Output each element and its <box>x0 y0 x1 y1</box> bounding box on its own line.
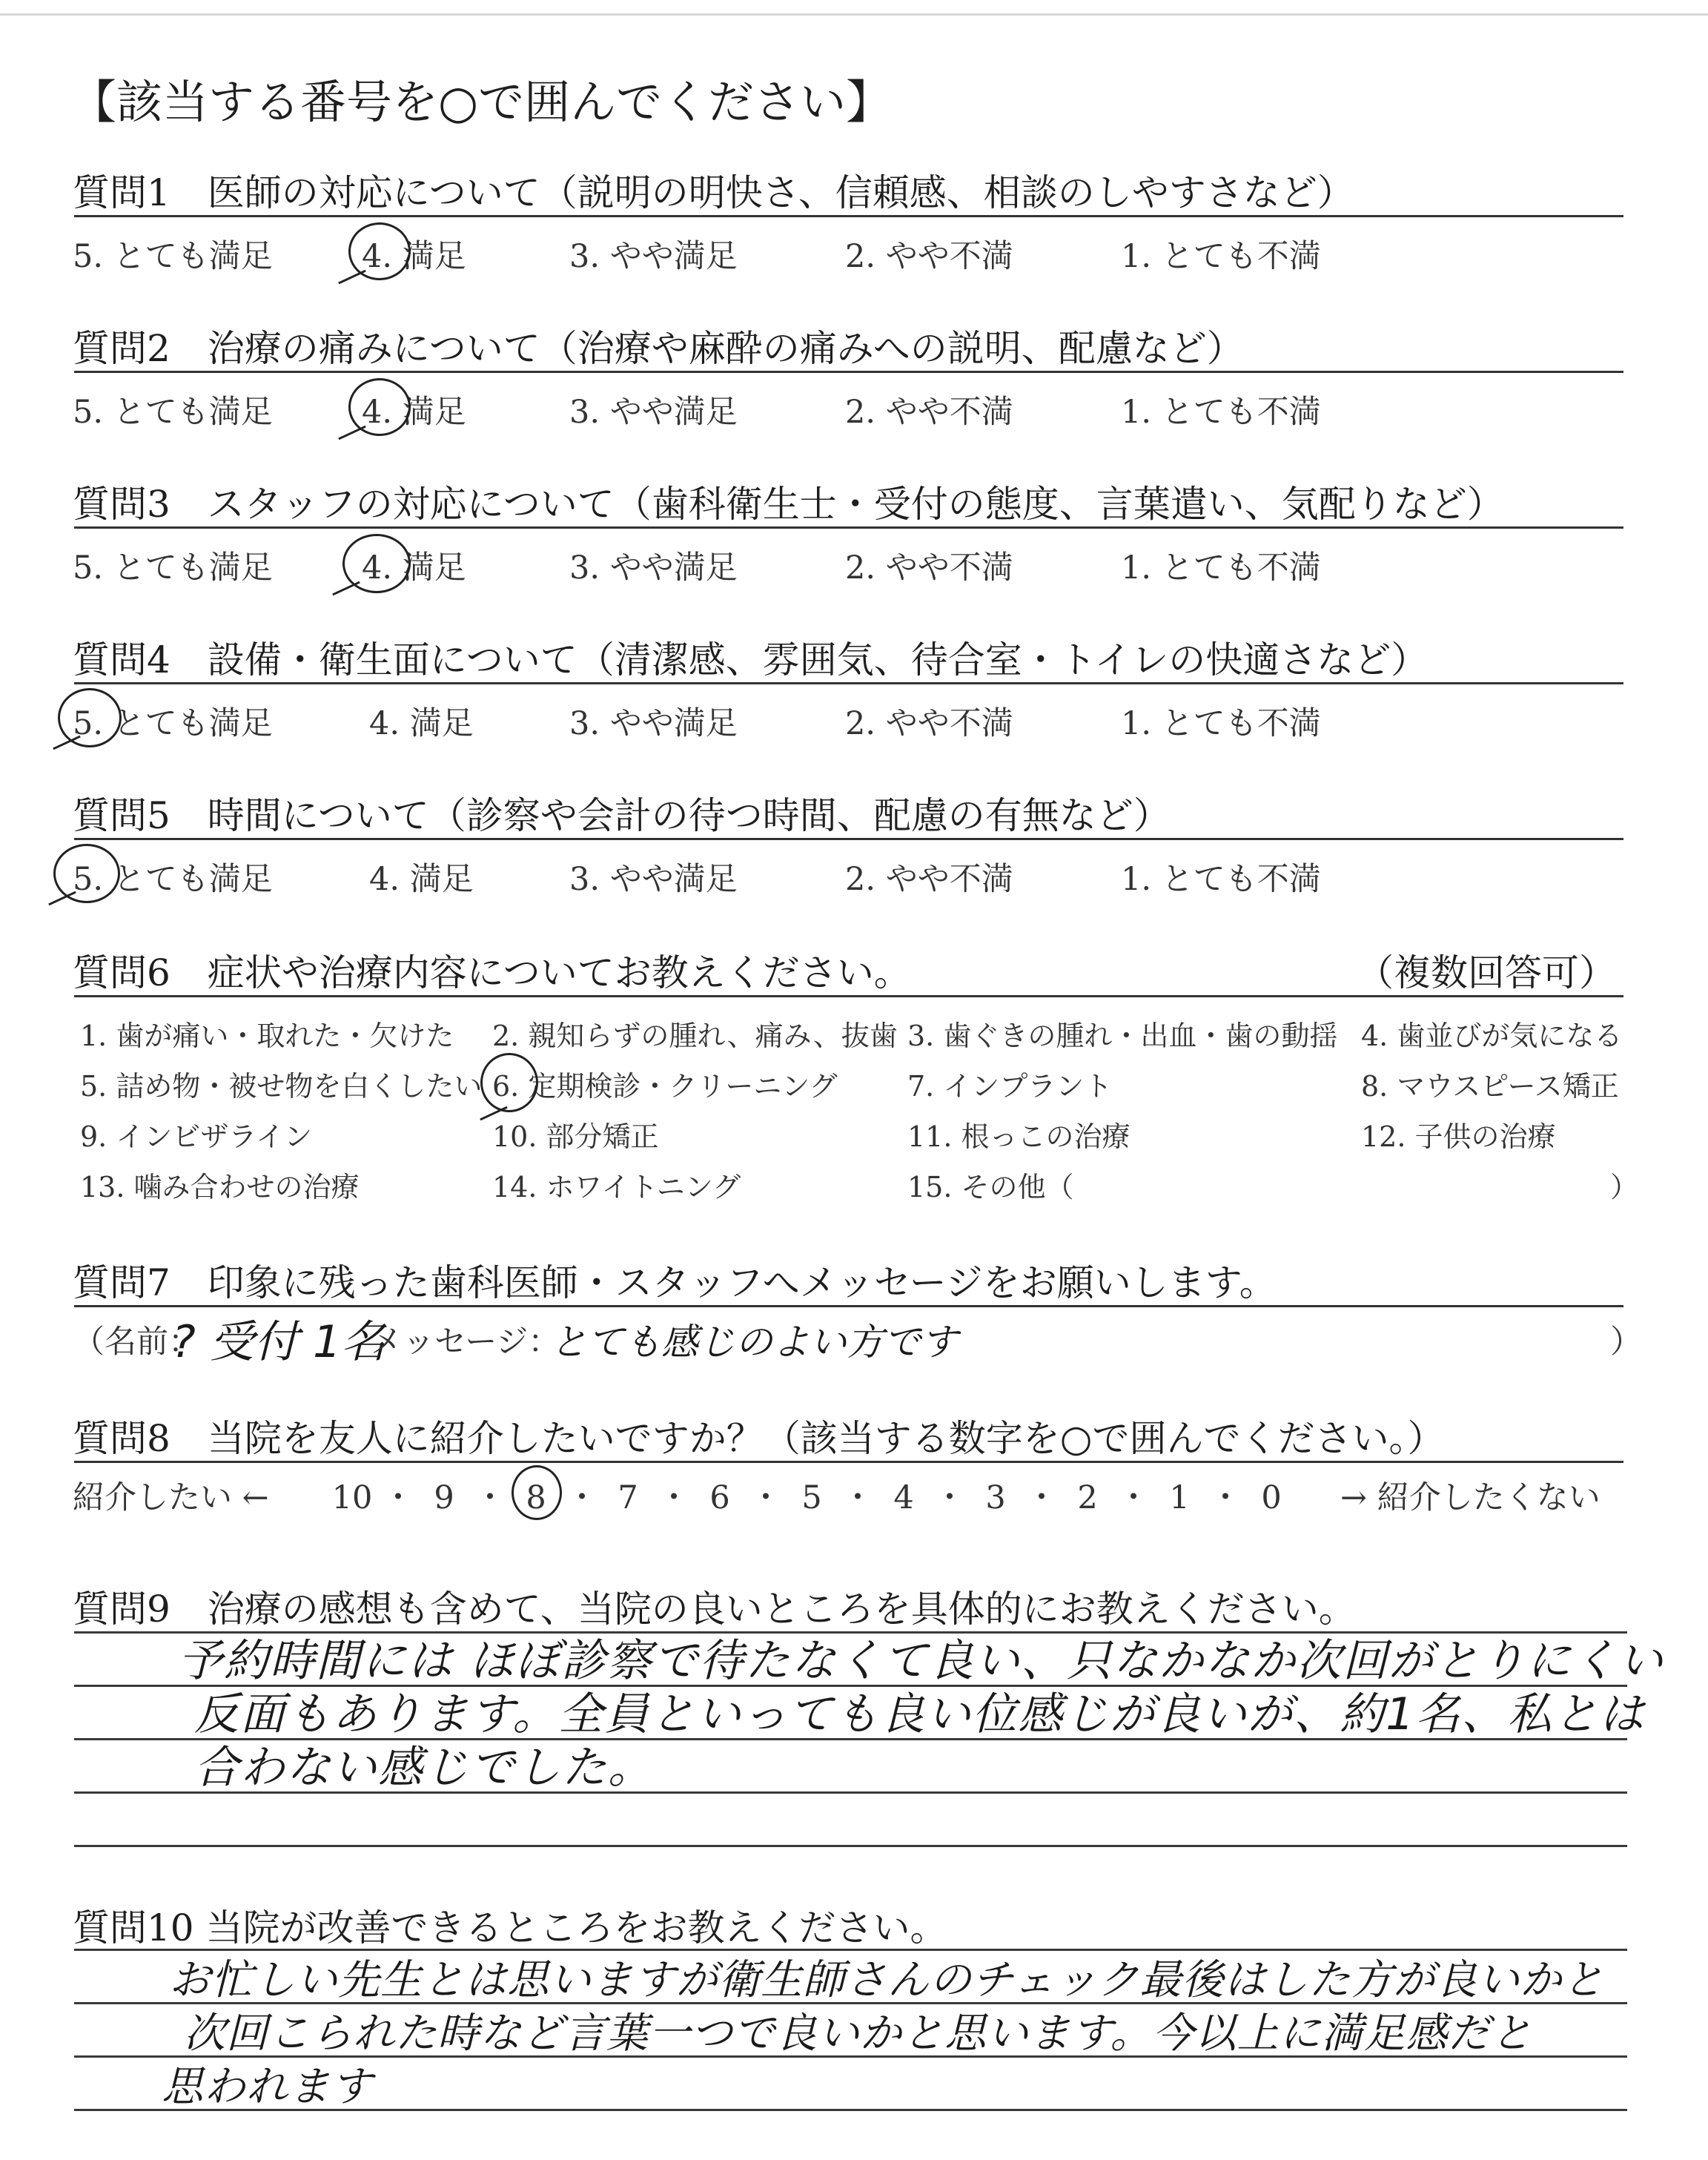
question-2-rule <box>74 371 1623 373</box>
question-5-title: 質問5 時間について（診察や会計の待つ時間、配慮の有無など） <box>73 794 1171 837</box>
name-label: （名前： <box>73 1324 200 1361</box>
question-5-rule <box>74 838 1623 840</box>
scale-number[interactable]: 1 <box>1169 1479 1190 1516</box>
scale-dot: ・ <box>566 1479 598 1516</box>
symptom-option[interactable]: 15. その他（ <box>907 1171 1074 1203</box>
selection-circle <box>53 844 120 903</box>
option-3[interactable]: 3. やや満足 <box>569 238 738 275</box>
message-label: メッセージ： <box>371 1324 560 1361</box>
symptom-option[interactable]: 6. 定期検診・クリーニング <box>492 1070 838 1103</box>
question-6-rule <box>74 995 1623 997</box>
option-5[interactable]: 5. とても満足 <box>73 394 273 431</box>
question-6-note: （複数回答可） <box>1357 951 1616 994</box>
question-9-title: 質問9 治療の感想も含めて、当院の良いところを具体的にお教えください。 <box>73 1588 1356 1631</box>
symptom-option[interactable]: 9. インビザライン <box>80 1120 313 1153</box>
option-4[interactable]: 4. 満足 <box>369 861 474 898</box>
symptom-option[interactable]: 3. 歯ぐきの腫れ・出血・歯の動揺 <box>907 1020 1338 1052</box>
scale-left-label: 紹介したい ← <box>73 1479 269 1516</box>
page-heading: 【該当する番号を○で囲んでください】 <box>70 75 893 129</box>
option-5[interactable]: 5. とても満足 <box>73 861 273 898</box>
symptom-option[interactable]: 8. マウスピース矯正 <box>1361 1070 1619 1103</box>
scale-number[interactable]: 9 <box>434 1479 454 1516</box>
question-3-title: 質問3 スタッフの対応について（歯科衛生士・受付の態度、言葉遣い、気配りなど） <box>73 483 1504 526</box>
option-2[interactable]: 2. やや不満 <box>845 238 1013 275</box>
symptom-option[interactable]: 14. ホワイトニング <box>492 1171 741 1203</box>
symptom-option[interactable]: 2. 親知らずの腫れ、痛み、抜歯 <box>492 1020 898 1052</box>
option-1[interactable]: 1. とても不満 <box>1121 705 1321 742</box>
option-1[interactable]: 1. とても不満 <box>1121 861 1321 898</box>
question-1-title: 質問1 医師の対応について（説明の明快さ、信頼感、相談のしやすさなど） <box>73 171 1354 214</box>
other-close-paren: ） <box>1610 1171 1639 1203</box>
q9-answer-line-3[interactable]: 合わない感じでした。 <box>194 1742 654 1794</box>
selection-circle-tail <box>332 581 360 596</box>
scale-number[interactable]: 8 <box>526 1479 546 1516</box>
symptom-option[interactable]: 4. 歯並びが気になる <box>1361 1020 1623 1052</box>
question-8-rule <box>74 1461 1623 1463</box>
option-1[interactable]: 1. とても不満 <box>1121 549 1321 587</box>
question-2-title: 質問2 治療の痛みについて（治療や麻酔の痛みへの説明、配慮など） <box>73 327 1244 370</box>
question-4-rule <box>74 682 1623 684</box>
option-4[interactable]: 4. 満足 <box>362 549 466 587</box>
option-5[interactable]: 5. とても満足 <box>73 549 273 587</box>
option-3[interactable]: 3. やや満足 <box>569 861 738 898</box>
selection-circle <box>348 222 411 280</box>
option-2[interactable]: 2. やや不満 <box>845 705 1013 742</box>
question-10-title: 質問10 当院が改善できるところをお教えください。 <box>73 1906 947 1949</box>
question-4-title: 質問4 設備・衛生面について（清潔感、雰囲気、待合室・トイレの快適さなど） <box>73 638 1429 681</box>
q9-answer-line-1[interactable]: 予約時間には ほぼ診察で待たなくて良い、只なかなか次回がとりにくい <box>178 1635 1665 1687</box>
symptom-option[interactable]: 7. インプラント <box>907 1070 1113 1103</box>
scale-dot: ・ <box>1025 1479 1058 1516</box>
scale-right-label: → 紹介したくない <box>1340 1479 1601 1516</box>
option-1[interactable]: 1. とても不満 <box>1121 394 1321 431</box>
symptom-option[interactable]: 12. 子供の治療 <box>1361 1120 1556 1153</box>
symptom-option[interactable]: 5. 詰め物・被せ物を白くしたい <box>80 1070 483 1103</box>
message-handwritten[interactable]: とても感じのよい方です <box>550 1321 958 1364</box>
option-2[interactable]: 2. やや不満 <box>845 394 1013 431</box>
q10-answer-line-1[interactable]: お忙しい先生とは思いますが衛生師さんのチェック最後はした方が良いかと <box>169 1956 1605 2004</box>
symptom-option[interactable]: 10. 部分矯正 <box>492 1120 659 1153</box>
scale-dot: ・ <box>749 1479 782 1516</box>
scale-number[interactable]: 0 <box>1261 1479 1282 1516</box>
scale-number[interactable]: 2 <box>1077 1479 1098 1516</box>
selection-circle <box>348 378 411 436</box>
top-border <box>0 13 1708 16</box>
option-3[interactable]: 3. やや満足 <box>569 705 738 742</box>
scale-number[interactable]: 6 <box>709 1479 730 1516</box>
option-2[interactable]: 2. やや不満 <box>845 861 1013 898</box>
question-7-title: 質問7 印象に残った歯科医師・スタッフへメッセージをお願いします。 <box>73 1261 1277 1304</box>
option-2[interactable]: 2. やや不満 <box>845 549 1013 587</box>
scale-number[interactable]: 4 <box>893 1479 914 1516</box>
symptom-option[interactable]: 1. 歯が痛い・取れた・欠けた <box>80 1020 454 1052</box>
symptom-option[interactable]: 13. 噛み合わせの治療 <box>80 1171 360 1203</box>
scale-dot: ・ <box>1117 1479 1150 1516</box>
q10-answer-line-2[interactable]: 次回こられた時など言葉一つで良いかと思います。今以上に満足感だと <box>184 2009 1533 2058</box>
q10-answer-line-3[interactable]: 思われます <box>162 2063 373 2111</box>
scale-dot: ・ <box>474 1479 506 1516</box>
selection-circle-tail <box>338 426 366 440</box>
option-3[interactable]: 3. やや満足 <box>569 394 738 431</box>
option-1[interactable]: 1. とても不満 <box>1121 238 1321 275</box>
answer-line <box>74 1845 1627 1847</box>
option-5[interactable]: 5. とても満足 <box>73 238 273 275</box>
q9-answer-line-2[interactable]: 反面もあります。全員といっても良い位感じが良いが、約1名、私とは <box>194 1688 1646 1740</box>
scale-dot: ・ <box>658 1479 690 1516</box>
question-3-rule <box>74 526 1623 529</box>
selection-circle-tail <box>338 270 366 285</box>
message-close-paren: ） <box>1610 1324 1642 1361</box>
scale-number[interactable]: 5 <box>801 1479 822 1516</box>
name-handwritten[interactable]: ? 受付 1名 <box>172 1316 386 1368</box>
option-3[interactable]: 3. やや満足 <box>569 549 738 587</box>
option-4[interactable]: 4. 満足 <box>369 705 474 742</box>
option-4[interactable]: 4. 満足 <box>362 238 466 275</box>
scale-number[interactable]: 3 <box>985 1479 1006 1516</box>
option-4[interactable]: 4. 満足 <box>362 394 466 431</box>
option-5[interactable]: 5. とても満足 <box>73 705 273 742</box>
question-8-title: 質問8 当院を友人に紹介したいですか？（該当する数字を○で囲んでください。） <box>73 1417 1445 1460</box>
scale-number[interactable]: 10 <box>331 1479 373 1516</box>
scale-dot: ・ <box>933 1479 966 1516</box>
question-1-rule <box>74 215 1623 217</box>
selection-circle <box>512 1465 562 1520</box>
selection-circle <box>58 688 122 747</box>
recommend-scale <box>331 1473 1293 1518</box>
question-6-title: 質問6 症状や治療内容についてお教えください。 <box>73 951 911 994</box>
scale-dot: ・ <box>841 1479 874 1516</box>
scale-dot: ・ <box>1209 1479 1242 1516</box>
selection-circle <box>480 1053 538 1112</box>
symptom-option[interactable]: 11. 根っこの治療 <box>907 1120 1131 1153</box>
scale-number[interactable]: 7 <box>618 1479 638 1516</box>
scale-dot: ・ <box>382 1479 414 1516</box>
